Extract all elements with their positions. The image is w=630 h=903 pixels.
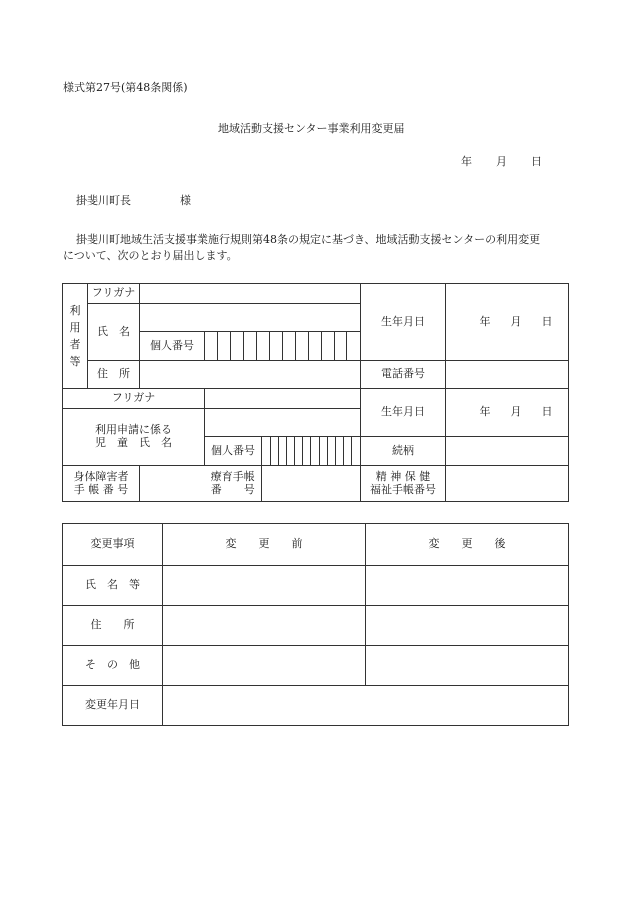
change-row-other-label: そ の 他: [63, 646, 163, 686]
phone-label: 電話番号: [361, 361, 446, 389]
user-info-table: [62, 283, 569, 502]
change-row-other-after[interactable]: [366, 646, 569, 686]
user-address-field[interactable]: [140, 361, 361, 389]
user-name-field[interactable]: [140, 304, 361, 332]
honorific: 様: [180, 194, 191, 207]
user-birth-date-field[interactable]: 年 月 日: [446, 284, 569, 361]
relationship-label: 続柄: [361, 437, 446, 466]
user-personal-number-label: 個人番号: [140, 332, 205, 361]
change-row-other-before[interactable]: [163, 646, 366, 686]
user-furigana-label: フリガナ: [88, 284, 140, 304]
date-day-label: 日: [531, 155, 542, 168]
form-number: 様式第27号(第48条関係): [63, 81, 188, 94]
change-table: [62, 523, 569, 726]
relationship-field[interactable]: [446, 437, 569, 466]
change-row-address-before[interactable]: [163, 606, 366, 646]
mental-health-field[interactable]: [446, 466, 569, 502]
user-vertical-label: 利 用 者 等: [63, 284, 88, 389]
after-change-header: 変 更 後: [366, 524, 569, 566]
change-row-address-label: 住 所: [63, 606, 163, 646]
child-personal-number-label: 個人番号: [205, 437, 262, 466]
body-text-line1: 掛斐川町地域生活支援事業施行規則第48条の規定に基づき、地域活動支援センターの利用変更: [76, 233, 541, 246]
change-row-name-after[interactable]: [366, 566, 569, 606]
mental-health-label: 精 神 保 健 福祉手帳番号: [361, 466, 446, 502]
change-row-name-label: 氏 名 等: [63, 566, 163, 606]
user-name-label: 氏 名: [88, 304, 140, 361]
ryoiku-field[interactable]: [262, 466, 361, 502]
child-furigana-label: フリガナ: [63, 389, 205, 409]
child-birth-date-field[interactable]: 年 月 日: [446, 389, 569, 437]
change-date-label: 変更年月日: [63, 686, 163, 726]
child-name-label: 利用申請に係る 児 童 氏 名: [63, 409, 205, 466]
physical-disability-label: 身体障害者 手 帳 番 号: [63, 466, 140, 502]
birth-date-label: 生年月日: [361, 284, 446, 361]
change-item-header: 変更事項: [63, 524, 163, 566]
user-furigana-field[interactable]: [140, 284, 361, 304]
change-date-field[interactable]: [163, 686, 569, 726]
date-year-label: 年: [461, 155, 472, 168]
address-label: 住 所: [88, 361, 140, 389]
ryoiku-label: 療育手帳 番 号: [205, 466, 262, 502]
body-text-line2: について、次のとおり届出します。: [63, 249, 238, 262]
child-birth-date-label: 生年月日: [361, 389, 446, 437]
change-row-address-after[interactable]: [366, 606, 569, 646]
date-month-label: 月: [496, 155, 507, 168]
physical-disability-field[interactable]: [140, 466, 205, 502]
child-personal-number-field[interactable]: [262, 437, 361, 466]
child-furigana-field[interactable]: [205, 389, 361, 409]
user-personal-number-field[interactable]: [205, 332, 361, 361]
before-change-header: 変 更 前: [163, 524, 366, 566]
form-title: 地域活動支援センター事業利用変更届: [218, 122, 405, 135]
child-name-field[interactable]: [205, 409, 361, 437]
change-row-name-before[interactable]: [163, 566, 366, 606]
user-phone-field[interactable]: [446, 361, 569, 389]
addressee: 掛斐川町長: [76, 194, 131, 207]
